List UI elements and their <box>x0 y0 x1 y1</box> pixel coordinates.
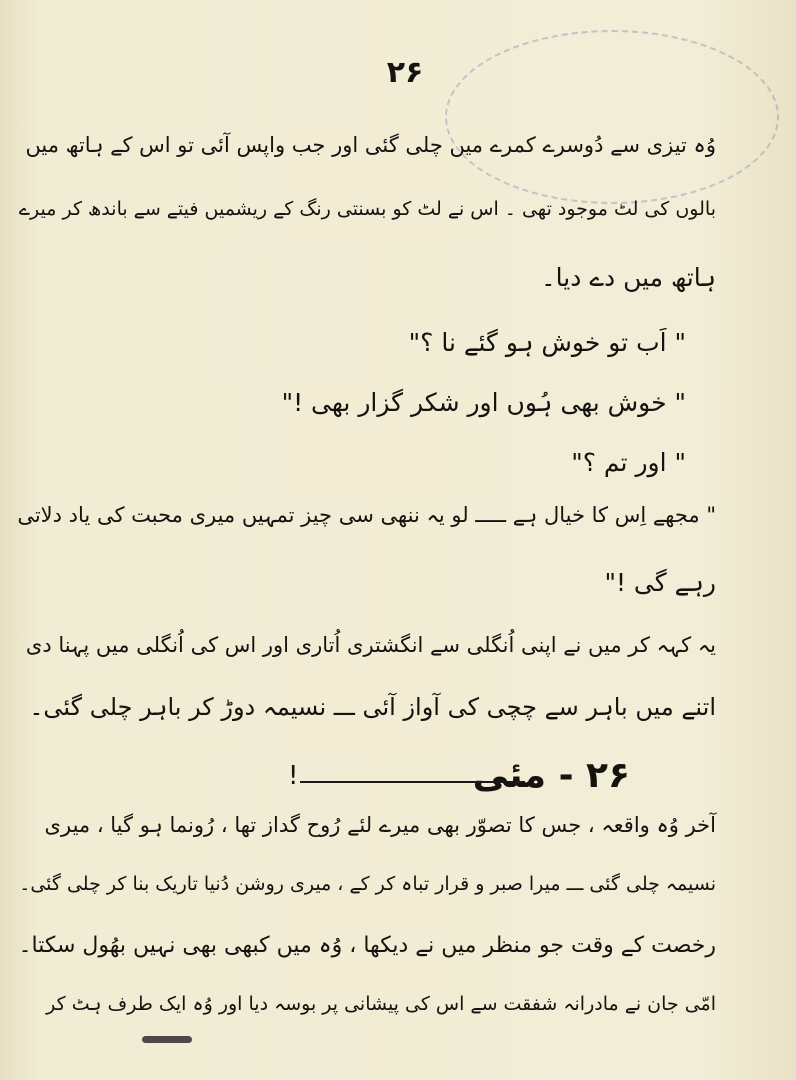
text-line: بالوں کی لٹ موجود تھی ۔ اس نے لٹ کو بسنتی رنگ کے ریشمیں فیتے سے باندھ کر میرے <box>18 198 716 220</box>
text-line: آخر وُہ واقعہ ، جس کا تصوّر بھی میرے لئے رُوح گداز تھا ، رُونما ہو گیا ، میری <box>44 813 716 837</box>
text-line: نسیمہ چلی گئی ـــ میرا صبر و قرار تباہ کر کے ، میری روشن دُنیا تاریک بنا کر چلی گئی۔ <box>19 873 716 895</box>
heading-mark: ! <box>288 761 299 791</box>
text-line: ہاتھ میں دے دیا۔ <box>541 263 716 292</box>
text-line: " اور تم ؟" <box>571 448 686 477</box>
date-heading: ۲۶ - مئی <box>472 755 630 796</box>
heading-rule <box>300 781 525 783</box>
text-line: " خوش بھی ہُوں اور شکر گزار بھی !" <box>281 388 686 417</box>
text-line: امّی جان نے مادرانہ شفقت سے اس کی پیشانی پر بوسہ دیا اور وُہ ایک طرف ہٹ کر <box>46 993 716 1015</box>
text-line: رخصت کے وقت جو منظر میں نے دیکھا ، وُہ میں کبھی بھی نہیں بھُول سکتا۔ <box>18 933 716 958</box>
text-line: وُہ تیزی سے دُوسرے کمرے میں چلی گئی اور جب واپس آئی تو اس کے ہاتھ میں <box>25 133 716 157</box>
text-line: " مجھے اِس کا خیال ہے ـــــ لو یہ ننھی سی چیز تمہیں میری محبت کی یاد دلاتی <box>17 503 716 527</box>
page-number: ۲۶ <box>386 55 424 90</box>
text-line: " اَب تو خوش ہو گئے نا ؟" <box>408 328 686 357</box>
date-heading-row <box>288 755 630 805</box>
text-line: یہ کہہ کر میں نے اپنی اُنگلی سے انگشتری اُتاری اور اس کی اُنگلی میں پہنا دی <box>25 633 716 657</box>
library-stamp <box>445 30 779 204</box>
ink-smudge <box>142 1036 192 1043</box>
text-line: اتنے میں باہر سے چچی کی آواز آئی ـــ نسیمہ دوڑ کر باہر چلی گئی۔ <box>29 693 716 721</box>
text-line: رہے گی !" <box>604 568 716 597</box>
